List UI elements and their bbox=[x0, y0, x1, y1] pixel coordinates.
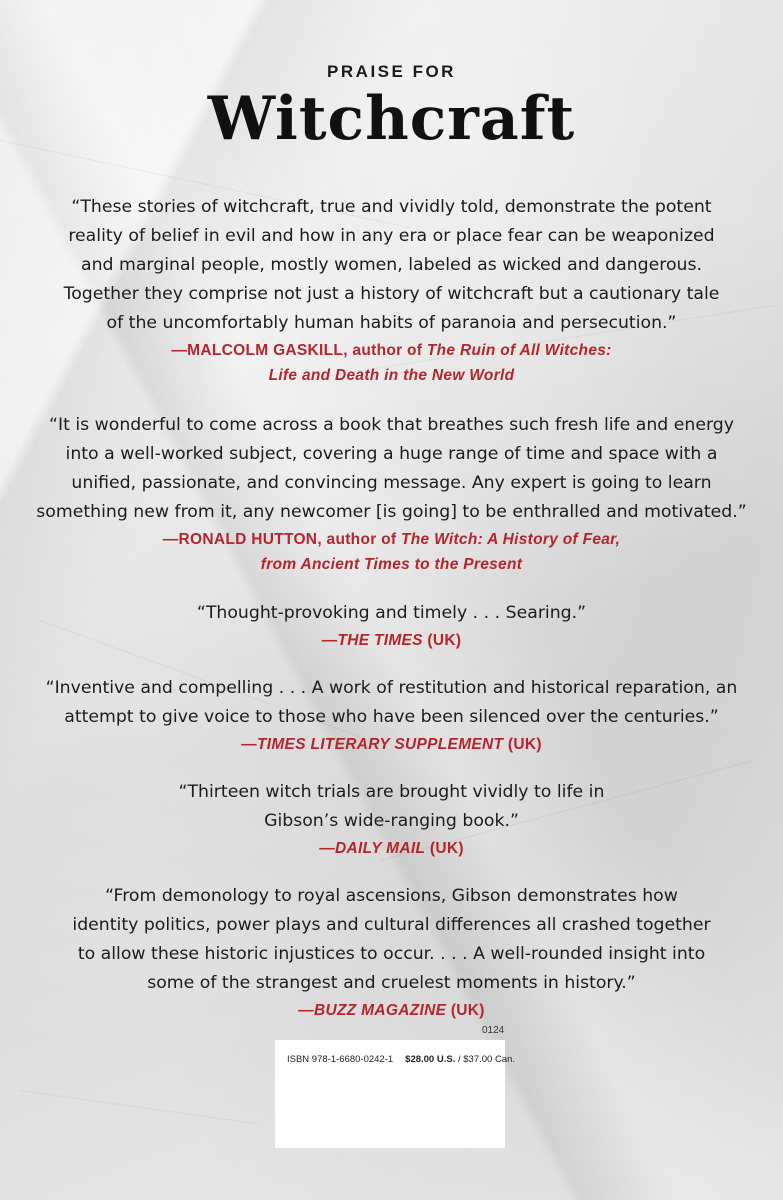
attribution-work: BUZZ MAGAZINE bbox=[314, 1002, 447, 1019]
price-code: 0124 bbox=[482, 1025, 505, 1036]
attribution-suffix: (UK) bbox=[422, 632, 462, 649]
attribution-suffix: (UK) bbox=[503, 736, 542, 753]
attribution-role: , author of bbox=[317, 531, 401, 548]
quote-text: “Thought-provoking and timely . . . Searing.” bbox=[196, 603, 587, 623]
quote-attribution bbox=[30, 527, 753, 577]
isbn-line bbox=[287, 1054, 515, 1065]
quote-block bbox=[30, 882, 753, 1023]
quote-text: “Thirteen witch trials are brought vividly to life in Gibson’s wide-ranging book.” bbox=[178, 782, 605, 831]
quote-text: “It is wonderful to come across a book that breathes such fresh life and energy into a well-worked subject, covering a huge range of time and space with a unified, passionate, and convincing message. Any expert is going to learn something new from it, any newcomer [is going] to be enthralled and motivated.” bbox=[36, 415, 747, 522]
isbn-number: ISBN 978-1-6680-0242-1 bbox=[287, 1054, 394, 1065]
attribution-dash: — bbox=[241, 736, 257, 753]
header bbox=[0, 62, 783, 154]
quote-block bbox=[30, 193, 753, 388]
attribution-work: The Witch: A History of Fear, from Ancient Times to the Present bbox=[260, 531, 621, 573]
quote-text: “These stories of witchcraft, true and vividly told, demonstrate the potent reality of belief in evil and how in any era or place fear can be weaponized and marginal people, mostly women, labeled as wicked and dangerous. Together they comprise not just a history of witchcraft but a cautionary tale of the uncomfortably human habits of paranoia and persecution.” bbox=[63, 197, 720, 333]
attribution-suffix: (UK) bbox=[446, 1002, 485, 1019]
attribution-name: —MALCOLM GASKILL bbox=[171, 342, 344, 359]
quotes-section bbox=[30, 193, 753, 1023]
paper-crease bbox=[20, 1090, 258, 1124]
attribution-work: TIMES LITERARY SUPPLEMENT bbox=[256, 736, 504, 753]
price-us: $28.00 U.S. bbox=[405, 1054, 456, 1065]
quote-block bbox=[30, 599, 753, 653]
attribution-name: —RONALD HUTTON bbox=[162, 531, 318, 548]
attribution-work: THE TIMES bbox=[337, 632, 423, 649]
quote-attribution bbox=[30, 732, 753, 757]
quote-text: “Inventive and compelling . . . A work of restitution and historical reparation, an attempt to give voice to those who have been silenced over the centuries.” bbox=[45, 678, 738, 727]
attribution-role: , author of bbox=[343, 342, 427, 359]
attribution-dash: — bbox=[319, 840, 335, 857]
attribution-suffix: (UK) bbox=[425, 840, 464, 857]
attribution-work: The Ruin of All Witches: Life and Death in the New World bbox=[268, 342, 612, 384]
quote-block bbox=[30, 674, 753, 757]
attribution-dash: — bbox=[298, 1002, 315, 1019]
quote-block bbox=[30, 778, 753, 861]
barcode-box bbox=[275, 1040, 516, 1148]
quote-attribution bbox=[30, 836, 753, 861]
attribution-dash: — bbox=[321, 632, 338, 649]
quote-text: “From demonology to royal ascensions, Gibson demonstrates how identity politics, power plays and cultural differences all crashed together to allow these historic injustices to occur. . . . A well-rounded insight into some of the strangest and cruelest moments in history.” bbox=[72, 886, 711, 993]
quote-block bbox=[30, 411, 753, 577]
quote-attribution bbox=[30, 338, 753, 388]
quote-attribution bbox=[30, 998, 753, 1023]
book-title: Witchcraft bbox=[207, 84, 576, 154]
quote-attribution bbox=[30, 628, 753, 653]
praise-for-label: PRAISE FOR bbox=[327, 62, 456, 81]
price-can: $37.00 Can. bbox=[463, 1054, 516, 1065]
price-separator: / bbox=[455, 1054, 464, 1065]
attribution-work: DAILY MAIL bbox=[335, 840, 426, 857]
